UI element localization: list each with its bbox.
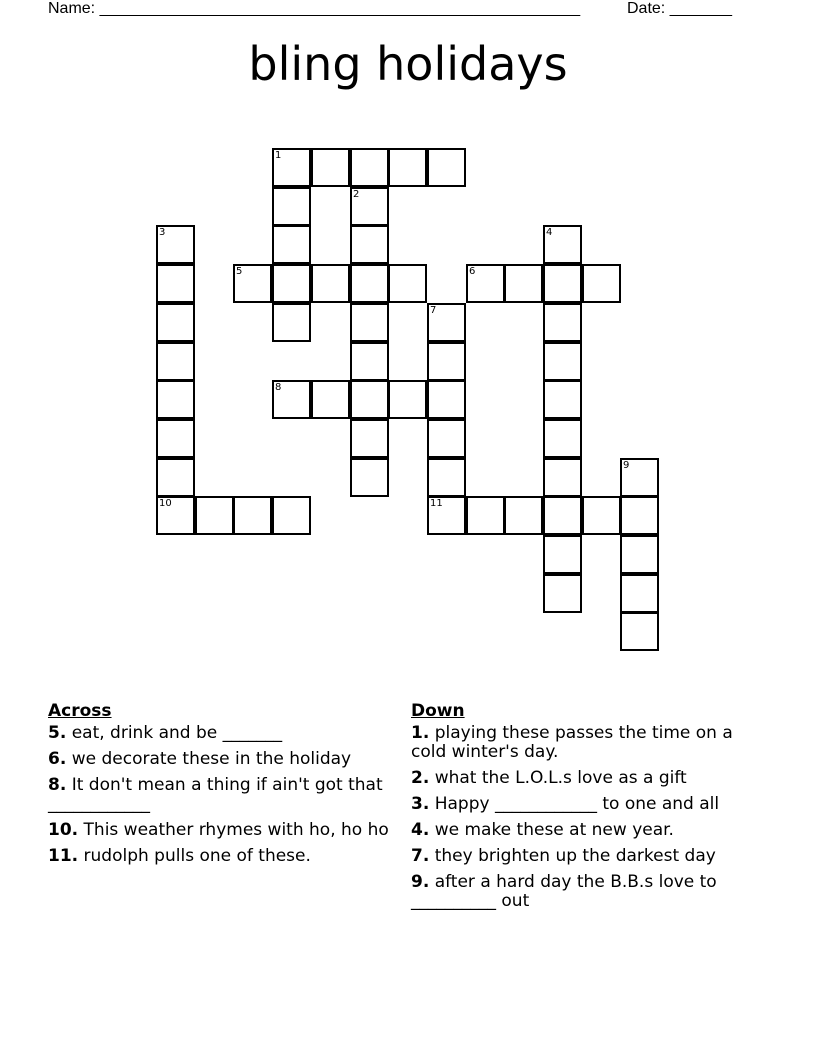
clue-text: rudolph pulls one of these. [83, 846, 311, 866]
clue-text: This weather rhymes with ho, ho ho [83, 820, 389, 840]
clue-number: 5. [48, 723, 67, 743]
down-heading: Down [411, 701, 465, 721]
grid-cell[interactable] [427, 303, 466, 342]
grid-cell[interactable] [543, 535, 582, 574]
puzzle-title: bling holidays [248, 37, 568, 91]
grid-cell[interactable] [272, 225, 311, 264]
grid-cell[interactable] [311, 380, 350, 419]
clue-across-8 [48, 776, 398, 814]
cell-number: 5 [236, 266, 243, 277]
clue-number: 9. [411, 872, 430, 892]
grid-cell[interactable] [272, 380, 311, 419]
grid-cell[interactable] [582, 496, 621, 535]
clue-text: It don't mean a thing if ain't got that ____________ [48, 775, 383, 814]
cell-number: 10 [159, 498, 172, 509]
cell-number: 11 [430, 498, 443, 509]
grid-cell[interactable] [543, 225, 582, 264]
grid-cell[interactable] [156, 380, 195, 419]
grid-cell[interactable] [156, 264, 195, 303]
clue-down-7 [411, 847, 751, 866]
grid-cell[interactable] [350, 187, 389, 226]
clue-text: eat, drink and be _______ [71, 723, 283, 743]
grid-cell[interactable] [620, 458, 659, 497]
grid-cell[interactable] [620, 612, 659, 651]
clue-text: what the L.O.L.s love as a gift [434, 768, 687, 788]
grid-cell[interactable] [350, 380, 389, 419]
clue-number: 1. [411, 723, 430, 743]
grid-cell[interactable] [272, 187, 311, 226]
clue-number: 4. [411, 820, 430, 840]
clue-down-2 [411, 769, 751, 788]
grid-cell[interactable] [543, 574, 582, 613]
grid-cell[interactable] [620, 496, 659, 535]
down-clues [411, 702, 751, 918]
grid-cell[interactable] [272, 496, 311, 535]
name-label: Name: [48, 0, 96, 17]
clue-number: 10. [48, 820, 79, 840]
grid-cell[interactable] [504, 264, 543, 303]
across-clues [48, 702, 398, 873]
clue-text: after a hard day the B.B.s love to __________ out [411, 872, 717, 911]
date-label: Date: [627, 0, 666, 17]
grid-cell[interactable] [311, 264, 350, 303]
grid-cell[interactable] [156, 225, 195, 264]
clue-number: 11. [48, 846, 79, 866]
cell-number: 9 [623, 460, 630, 471]
clue-number: 7. [411, 846, 430, 866]
grid-cell[interactable] [427, 380, 466, 419]
grid-cell[interactable] [156, 342, 195, 381]
clue-down-1 [411, 724, 751, 762]
clue-number: 2. [411, 768, 430, 788]
grid-cell[interactable] [350, 303, 389, 342]
clue-down-3 [411, 795, 751, 814]
clue-number: 6. [48, 749, 67, 769]
grid-cell[interactable] [543, 264, 582, 303]
grid-cell[interactable] [350, 419, 389, 458]
grid-cell[interactable] [156, 496, 195, 535]
clue-text: playing these passes the time on a cold winter's day. [411, 723, 733, 762]
grid-cell[interactable] [233, 264, 272, 303]
clue-across-5 [48, 724, 398, 743]
cell-number: 4 [546, 227, 553, 238]
grid-cell[interactable] [350, 458, 389, 497]
grid-cell[interactable] [388, 148, 427, 187]
cell-number: 1 [275, 150, 282, 161]
grid-cell[interactable] [543, 419, 582, 458]
clue-text: we make these at new year. [434, 820, 674, 840]
grid-cell[interactable] [272, 264, 311, 303]
grid-cell[interactable] [582, 264, 621, 303]
grid-cell[interactable] [427, 342, 466, 381]
grid-cell[interactable] [543, 303, 582, 342]
name-blank: ______________________________________________________ [99, 0, 581, 17]
grid-cell[interactable] [350, 148, 389, 187]
clue-text: Happy ____________ to one and all [434, 794, 720, 814]
grid-cell[interactable] [543, 380, 582, 419]
grid-cell[interactable] [388, 380, 427, 419]
grid-cell[interactable] [543, 458, 582, 497]
grid-cell[interactable] [350, 225, 389, 264]
clue-text: they brighten up the darkest day [434, 846, 716, 866]
grid-cell[interactable] [466, 496, 505, 535]
grid-cell[interactable] [543, 342, 582, 381]
grid-cell[interactable] [427, 496, 466, 535]
clue-text: we decorate these in the holiday [71, 749, 352, 769]
cell-number: 8 [275, 382, 282, 393]
grid-cell[interactable] [504, 496, 543, 535]
grid-cell[interactable] [620, 535, 659, 574]
grid-cell[interactable] [156, 419, 195, 458]
cell-number: 3 [159, 227, 166, 238]
grid-cell[interactable] [233, 496, 272, 535]
clue-number: 8. [48, 775, 67, 795]
grid-cell[interactable] [311, 148, 350, 187]
grid-cell[interactable] [195, 496, 234, 535]
clue-number: 3. [411, 794, 430, 814]
date-blank: _______ [669, 0, 732, 17]
cell-number: 2 [353, 189, 360, 200]
clue-down-9 [411, 873, 751, 911]
grid-cell[interactable] [620, 574, 659, 613]
grid-cell[interactable] [466, 264, 505, 303]
cell-number: 6 [469, 266, 476, 277]
grid-cell[interactable] [272, 303, 311, 342]
cell-number: 7 [430, 305, 437, 316]
grid-cell[interactable] [427, 148, 466, 187]
grid-cell[interactable] [388, 264, 427, 303]
clue-across-11 [48, 847, 398, 866]
grid-cell[interactable] [350, 342, 389, 381]
grid-cell[interactable] [543, 496, 582, 535]
clue-across-10 [48, 821, 398, 840]
clue-across-6 [48, 750, 398, 769]
grid-cell[interactable] [156, 458, 195, 497]
grid-cell[interactable] [427, 458, 466, 497]
grid-cell[interactable] [156, 303, 195, 342]
clue-down-4 [411, 821, 751, 840]
across-heading: Across [48, 701, 112, 721]
grid-cell[interactable] [427, 419, 466, 458]
grid-cell[interactable] [272, 148, 311, 187]
grid-cell[interactable] [350, 264, 389, 303]
